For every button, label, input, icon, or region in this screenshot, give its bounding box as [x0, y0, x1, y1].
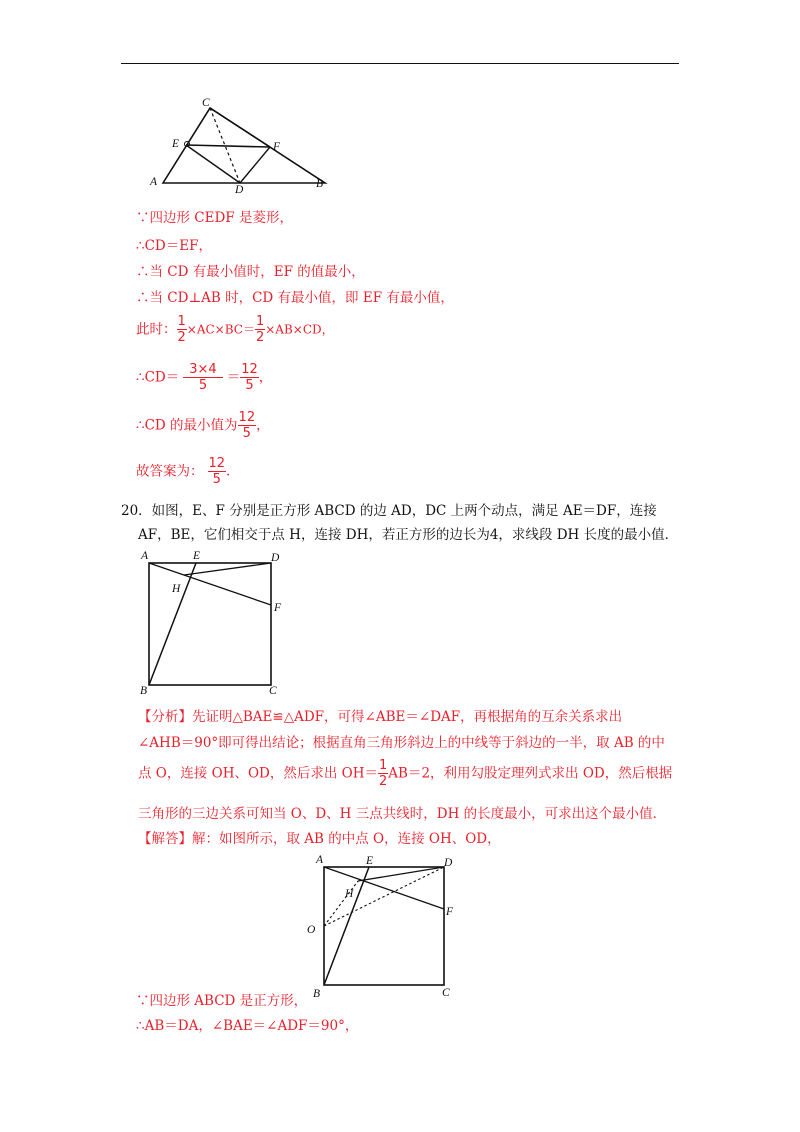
square-figure-with-midpoint [300, 851, 470, 1001]
line7-prefix: ∴CD 的最小值为 [136, 417, 238, 434]
analysis-line4: 三角形的三边关系可知当 O、D、H 三点共线时，DH 的长度最小，可求出这个最小值． [138, 806, 667, 822]
problem20-line1: 20．如图，E、F 分别是正方形 ABCD 的边 AD，DC 上两个动点，满足 AE＝DF，连接 [121, 503, 657, 519]
answer-tag: 【解答】 [138, 831, 192, 847]
numerator: 12 [208, 456, 226, 471]
numerator: 1 [177, 314, 186, 329]
label-E: E [366, 855, 374, 867]
answer-line2: ∵四边形 ABCD 是正方形， [136, 993, 308, 1009]
line8-end: . [226, 463, 231, 480]
sol19-line2: ∴CD＝EF， [136, 238, 212, 254]
header-rule [121, 63, 679, 64]
answer-text1: 解：如图所示，取 AB 的中点 O，连接 OH、OD， [192, 831, 501, 847]
line5-prefix: 此时： [136, 321, 177, 338]
sol19-line3: ∴当 CD 有最小值时，EF 的值最小， [136, 264, 365, 280]
line5-end: ×AB×CD， [265, 322, 334, 337]
label-B: B [316, 178, 324, 190]
rhombus-figure [140, 95, 340, 195]
fraction [378, 758, 388, 789]
label-C: C [202, 97, 210, 109]
label-C: C [442, 987, 450, 999]
denominator: 5 [245, 378, 254, 393]
label-A: A [150, 176, 158, 188]
analysis-tag: 【分析】 [138, 709, 192, 725]
label-F: F [446, 906, 454, 918]
label-A: A [141, 550, 149, 562]
label-D: D [271, 552, 280, 564]
label-E: E [172, 138, 180, 150]
label-D: D [444, 857, 453, 869]
denominator: 5 [212, 472, 221, 487]
label-O: O [307, 924, 316, 936]
analysis-line1 [138, 708, 622, 726]
analysis-line3 [138, 758, 672, 789]
label-A: A [316, 854, 324, 866]
numerator: 3×4 [183, 362, 222, 378]
sol19-line5 [136, 314, 334, 345]
denominator: 2 [177, 330, 186, 345]
label-H: H [345, 888, 354, 900]
sol19-line8 [136, 456, 230, 487]
fraction [240, 362, 259, 393]
label-B: B [313, 988, 321, 1000]
sol19-line7 [136, 410, 270, 441]
denominator: 5 [198, 378, 208, 393]
numerator: 1 [379, 758, 388, 773]
label-F: F [273, 141, 281, 153]
line7-end: ， [256, 417, 270, 434]
sol19-line6 [136, 362, 272, 393]
sol19-line1: ∵四边形 CEDF 是菱形， [136, 210, 293, 226]
fraction [183, 362, 222, 393]
denominator: 5 [242, 426, 251, 441]
denominator: 2 [255, 330, 265, 345]
line5-mid: ×AC×BC＝ [186, 322, 255, 337]
numerator: 1 [255, 314, 265, 329]
label-D: D [235, 184, 244, 195]
fraction [177, 314, 187, 345]
label-F: F [274, 602, 282, 614]
denominator: 2 [379, 774, 388, 789]
sol19-line4: ∴当 CD⊥AB 时，CD 有最小值，即 EF 有最小值， [136, 290, 454, 306]
line6-eq: ＝ [226, 369, 241, 386]
line6-end: ， [258, 369, 273, 386]
fraction [238, 410, 257, 441]
numerator: 12 [238, 410, 256, 425]
analysis-line3-end: AB＝2，利用勾股定理列式求出 OD，然后根据 [388, 765, 673, 782]
label-B: B [140, 685, 148, 697]
fraction [255, 314, 265, 345]
label-E: E [193, 550, 201, 562]
analysis-line2: ∠AHB＝90°即可得出结论；根据直角三角形斜边上的中线等于斜边的一半，取 AB 的中 [138, 735, 665, 751]
label-C: C [269, 685, 277, 697]
square-figure [138, 548, 298, 698]
fraction [208, 456, 227, 487]
line6-prefix: ∴CD＝ [136, 369, 180, 386]
analysis-line3-prefix: 点 O，连接 OH、OD，然后求出 OH＝ [138, 765, 379, 782]
answer-line3: ∴AB＝DA，∠BAE＝∠ADF＝90°， [136, 1018, 359, 1034]
label-H: H [172, 583, 181, 595]
answer-line1 [138, 830, 501, 848]
problem20-line2: AF，BE，它们相交于点 H，连接 DH，若正方形的边长为4，求线段 DH 长度的最小值． [138, 527, 679, 543]
numerator: 12 [241, 362, 258, 377]
analysis-text1: 先证明△BAE≌△ADF，可得∠ABE＝∠DAF，再根据角的互余关系求出 [192, 709, 623, 725]
line8-prefix: 故答案为： [136, 463, 204, 480]
